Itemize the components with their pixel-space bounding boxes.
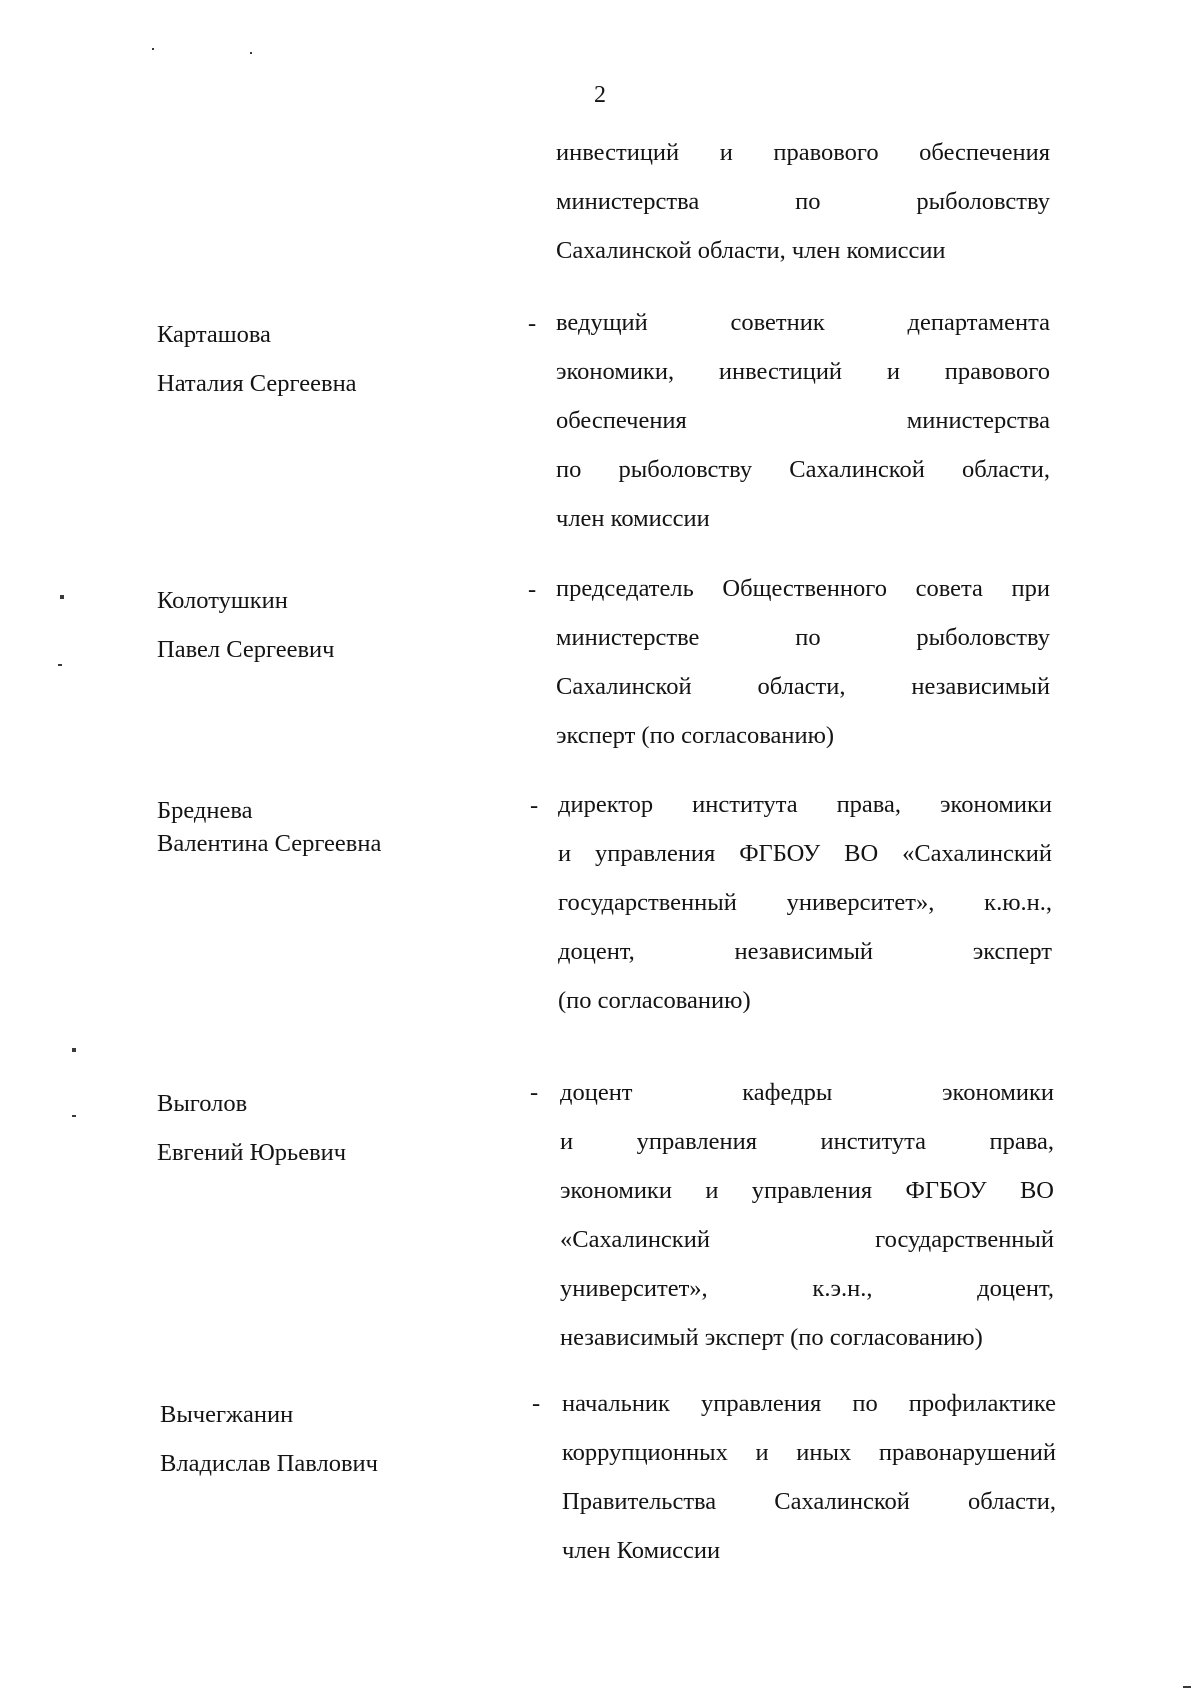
member-dash: - xyxy=(532,1390,541,1417)
member-dash: - xyxy=(530,792,539,819)
description-line: по рыболовству Сахалинской области, xyxy=(556,456,1050,483)
description-line: инвестиций и правового обеспечения xyxy=(556,139,1050,166)
member-given-names: Наталия Сергеевна xyxy=(157,370,357,397)
member-description xyxy=(562,1379,1056,1575)
scan-speck xyxy=(72,1115,76,1117)
description-line: и управления института права, xyxy=(560,1128,1054,1155)
member-given-names: Павел Сергеевич xyxy=(157,636,335,663)
description-line: (по согласованию) xyxy=(558,987,751,1014)
description-line: ведущий советник департамента xyxy=(556,309,1050,336)
description-line: Правительства Сахалинской области, xyxy=(562,1488,1056,1515)
member-name xyxy=(157,310,357,408)
description-line: доцент, независимый эксперт xyxy=(558,938,1052,965)
member-name xyxy=(160,1390,378,1488)
description-line: государственный университет», к.ю.н., xyxy=(558,889,1052,916)
scan-speck xyxy=(250,52,252,54)
member-surname: Выголов xyxy=(157,1090,248,1117)
scan-speck xyxy=(60,595,64,599)
member-name xyxy=(157,794,381,860)
description-line: экономики, инвестиций и правового xyxy=(556,358,1050,385)
member-surname: Вычегжанин xyxy=(160,1401,294,1428)
description-line: член комиссии xyxy=(556,505,710,532)
description-line: доцент кафедры экономики xyxy=(560,1079,1054,1106)
member-name xyxy=(157,1079,346,1177)
description-line: министерства по рыболовству xyxy=(556,188,1050,215)
member-dash: - xyxy=(530,1079,539,1106)
description-line: и управления ФГБОУ ВО «Сахалинский xyxy=(558,840,1052,867)
description-line: обеспечения министерства xyxy=(556,407,1050,434)
member-surname: Колотушкин xyxy=(157,587,288,614)
member-description xyxy=(560,1068,1054,1362)
description-line: коррупционных и иных правонарушений xyxy=(562,1439,1056,1466)
member-dash: - xyxy=(528,576,537,603)
description-line: «Сахалинский государственный xyxy=(560,1226,1054,1253)
description-line: университет», к.э.н., доцент, xyxy=(560,1275,1054,1302)
member-description xyxy=(558,780,1052,1025)
page-number: 2 xyxy=(594,82,606,108)
member-surname: Карташова xyxy=(157,321,271,348)
continuation-description xyxy=(556,128,1050,275)
description-line: министерстве по рыболовству xyxy=(556,624,1050,651)
description-line: начальник управления по профилактике xyxy=(562,1390,1056,1417)
description-line: директор института права, экономики xyxy=(558,791,1052,818)
member-given-names: Владислав Павлович xyxy=(160,1450,378,1477)
description-line: Сахалинской области, член комиссии xyxy=(556,237,946,264)
member-description xyxy=(556,564,1050,760)
member-given-names: Валентина Сергеевна xyxy=(157,830,382,857)
member-dash: - xyxy=(528,310,537,337)
description-line: эксперт (по согласованию) xyxy=(556,722,835,749)
member-given-names: Евгений Юрьевич xyxy=(157,1139,347,1166)
member-surname: Бреднева xyxy=(157,797,253,824)
scan-speck xyxy=(152,48,154,50)
description-line: председатель Общественного совета при xyxy=(556,575,1050,602)
member-name xyxy=(157,576,334,674)
scan-speck xyxy=(58,664,62,666)
description-line: экономики и управления ФГБОУ ВО xyxy=(560,1177,1054,1204)
scan-speck xyxy=(72,1048,76,1052)
scan-speck xyxy=(1183,1686,1191,1688)
description-line: независимый эксперт (по согласованию) xyxy=(560,1324,983,1351)
description-line: член Комиссии xyxy=(562,1537,721,1564)
description-line: Сахалинской области, независимый xyxy=(556,673,1050,700)
member-description xyxy=(556,298,1050,543)
